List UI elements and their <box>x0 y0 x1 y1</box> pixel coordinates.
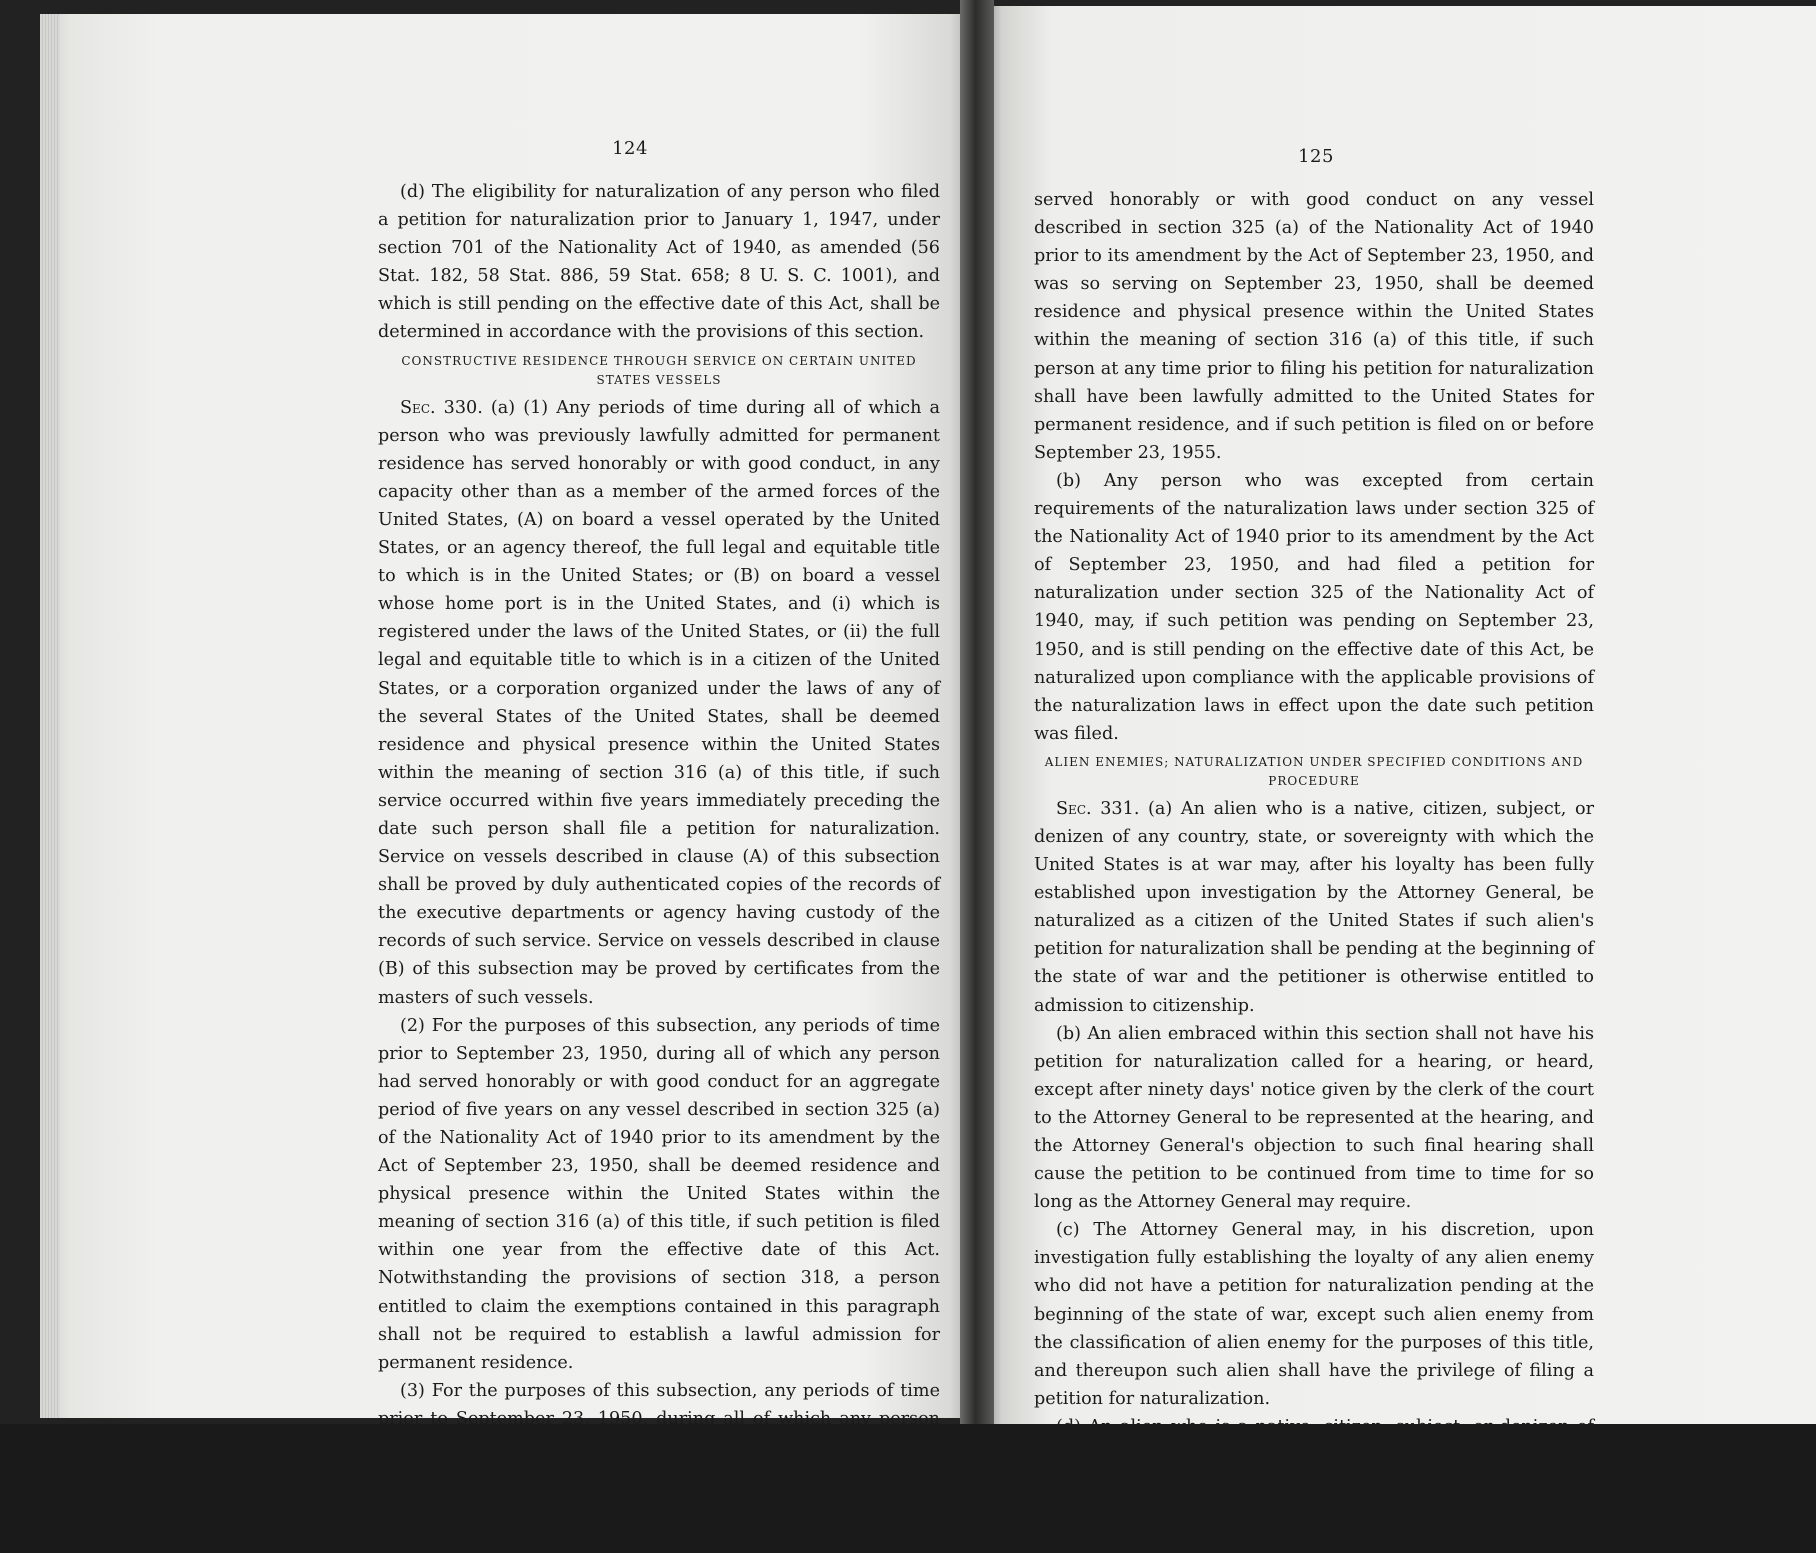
section-heading-constructive-residence: CONSTRUCTIVE RESIDENCE THROUGH SERVICE ON CERTAIN UNITED STATES VESSELS <box>401 353 917 387</box>
section-331-a <box>1034 795 1594 1020</box>
right-page-number: 125 <box>1298 146 1334 167</box>
paragraph-continued: served honorably or with good conduct on any vessel described in section 325 (a) of the Nationality Act of 1940 prior to its amendment by the Act of September 23, 1950, and was so serving on September 23, 1950, shall be deemed residence and physical presence within the United States within the meaning of section 316 (a) of this title, if such person at any time prior to filing his petition for naturalization shall have been lawfully admitted to the United States for permanent residence, and if such petition is filed on or before September 23, 1955. <box>1034 190 1594 463</box>
page-edges <box>40 14 60 1418</box>
paragraph-3: (3) For the purposes of this subsection, any periods of time prior to September 23, 1950, during all of which any person not within the provisions of paragraph (2) had, prior to September 23, 1950, <box>378 1380 940 1486</box>
paragraph-b-331: (b) An alien embraced within this section shall not have his petition for naturalization called for a hearing, or heard, except after ninety days' notice given by the clerk of the court to the Attorney General to be represented at the hearing, and the Attorney General's objection to such final hearing shall cause the petition to be continued from time to time for so long as the Attorney General may require. <box>1034 1023 1594 1213</box>
book-gutter <box>960 0 994 1424</box>
section-heading-alien-enemies: ALIEN ENEMIES; NATURALIZATION UNDER SPECIFIED CONDITIONS AND PROCEDURE <box>1044 754 1584 788</box>
paragraph-b: (b) Any person who was excepted from certain requirements of the naturalization laws under section 325 of the Nationality Act of 1940 prior to its amendment by the Act of September 23, 1950, and had filed a petition for naturalization under section 325 of the Nationality Act of 1940, may, if such petition was pending on September 23, 1950, and is still pending on the effective date of this Act, be naturalized upon compliance with the applicable provisions of the naturalization laws in effect upon the date such petition was filed. <box>1034 470 1594 744</box>
left-page-body <box>378 178 940 1489</box>
paragraph-d-331: (d) An alien who is a native, citizen, subject, or denizen of any country, state, or sovereignty with which the United States is at war shall cease to be an alien enemy within the meaning of this section upon the determination by proclamation of the President, or by concurrent reso- <box>1034 1416 1594 1550</box>
section-330-a1 <box>378 394 940 1012</box>
right-page-body <box>1034 186 1594 1553</box>
paragraph-2: (2) For the purposes of this subsection, any periods of time prior to September 23, 1950, during all of which any person had served honorably or with good conduct for an aggregate period of five years on any vessel described in section 325 (a) of the Nationality Act of 1940 prior to its amendment by the Act of September 23, 1950, shall be deemed residence and physical presence within the United States within the meaning of section 316 (a) of this title, if such petition is filed within one year from the effective date of this Act. Notwithstanding the provisions of section 318, a person entitled to claim the exemptions contained in this paragraph shall not be required to establish a lawful admission for permanent residence. <box>378 1015 940 1373</box>
section-label: Sec. <box>400 397 436 418</box>
paragraph-d: (d) The eligibility for naturalization of any person who filed a petition for naturalization prior to January 1, 1947, under section 701 of the Nationality Act of 1940, as amended (56 Stat. 182, 58 Stat. 886, 59 Stat. 658; 8 U. S. C. 1001), and which is still pending on the effective date of this Act, shall be determined in accordance with the provisions of this section. <box>378 182 940 343</box>
section-331-a-text: 331. (a) An alien who is a native, citizen, subject, or denizen of any country, state, or sovereignty with which the United States is at war may, after his loyalty has been fully established upon investigation by the Attorney General, be naturalized as a citizen of the United States if such alien's petition for naturalization shall be pending at the beginning of the state of war and the petitioner is otherwise entitled to admission to citizenship. <box>1034 798 1594 1016</box>
section-label: Sec. <box>1056 798 1092 819</box>
section-330-a1-text: 330. (a) (1) Any periods of time during all of which a person who was previously lawfully admitted for permanent residence has served honorably or with good conduct, in any capacity other than as a member of the armed forces of the United States, (A) on board a vessel operated by the United States, or an agency thereof, the full legal and equitable title to which is in the United States; or (B) on board a vessel whose home port is in the United States, and (i) which is registered under the laws of the United States, or (ii) the full legal and equitable title to which is in a citizen of the United States, or a corporation organized under the laws of any of the several States of the United States, shall be deemed residence and physical presence within the United States within the meaning of section 316 (a) of this title, if such service occurred within five years immediately preceding the date such person shall file a petition for naturalization. Service on vessels described in clause (A) of this subsection shall be proved by duly authenticated copies of the records of the executive departments or agency having custody of the records of such service. Service on vessels described in clause (B) of this subsection may be proved by certificates from the masters of such vessels. <box>378 397 940 1008</box>
left-page-number: 124 <box>612 138 648 159</box>
paragraph-c: (c) The Attorney General may, in his discretion, upon investigation fully establishing the loyalty of any alien enemy who did not have a petition for naturalization pending at the beginning of the state of war, except such alien enemy from the classification of alien enemy for the purposes of this title, and thereupon such alien shall have the privilege of filing a petition for naturalization. <box>1034 1220 1594 1409</box>
